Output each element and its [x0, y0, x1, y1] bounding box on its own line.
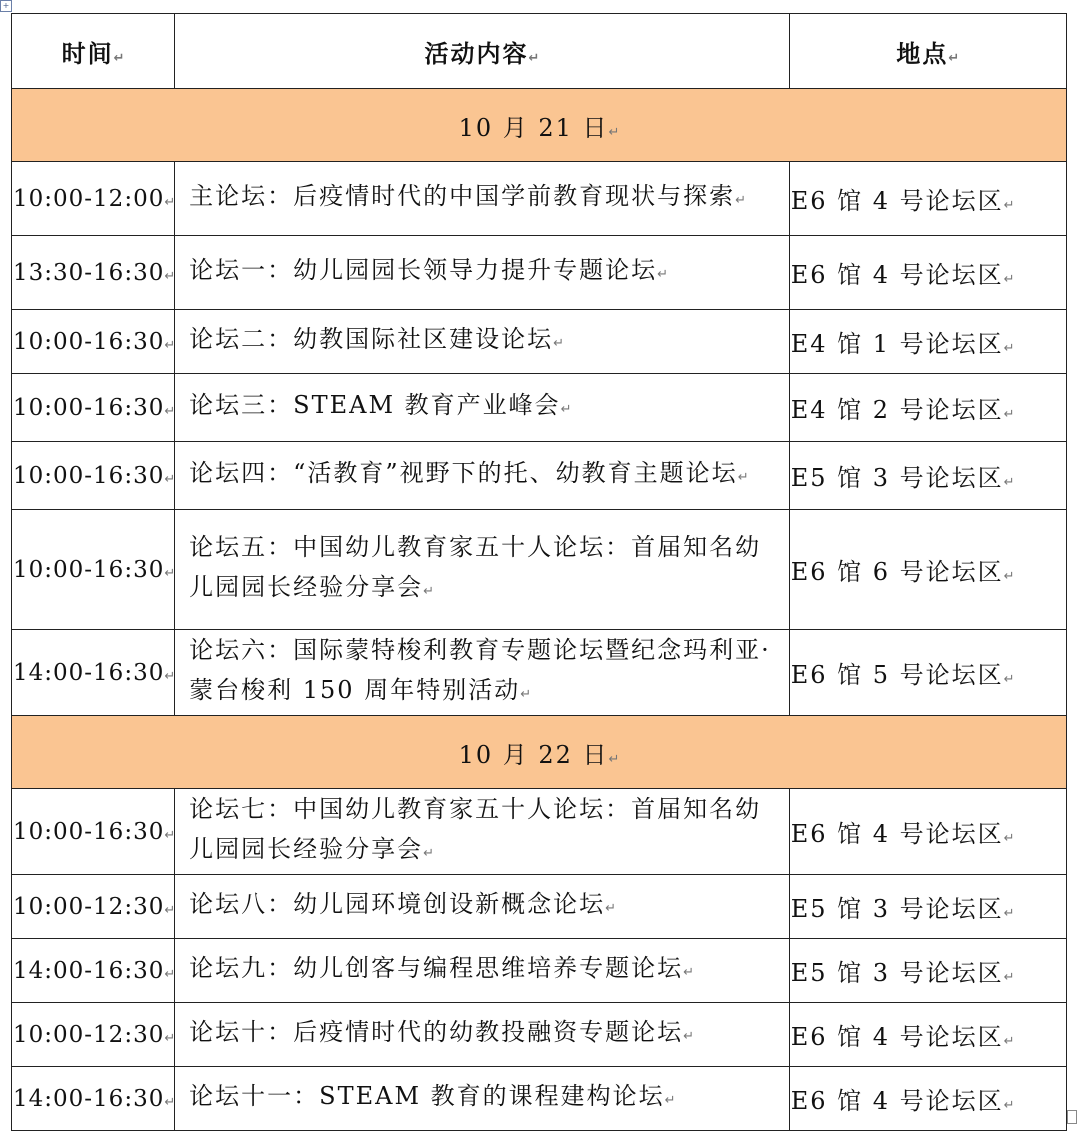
paragraph-mark-icon: ↵: [1003, 475, 1015, 490]
paragraph-mark-icon: ↵: [113, 50, 125, 66]
paragraph-mark-icon: ↵: [164, 337, 176, 353]
activity-cell: 论坛一：幼儿园园长领导力提升专题论坛↵: [175, 236, 790, 310]
location-cell: E6 馆 4 号论坛区↵: [789, 236, 1066, 310]
activity-cell: 论坛三：STEAM 教育产业峰会↵: [175, 374, 790, 442]
paragraph-mark-icon: ↵: [1003, 341, 1015, 356]
time-cell: 14:00-16:30↵: [12, 1067, 175, 1131]
location-cell: E6 馆 4 号论坛区↵: [789, 789, 1066, 875]
date-heading: [12, 89, 1067, 162]
table-row: [12, 939, 1067, 1003]
header-time: 时间↵: [12, 14, 175, 89]
paragraph-mark-icon: ↵: [1003, 407, 1015, 422]
paragraph-mark-icon: ↵: [1003, 831, 1015, 846]
paragraph-mark-icon: ↵: [1003, 672, 1015, 687]
paragraph-mark-icon: ↵: [164, 194, 176, 210]
paragraph-mark-icon: ↵: [164, 966, 176, 982]
header-activity: 活动内容↵: [175, 14, 790, 89]
table-row: [12, 789, 1067, 875]
table-row: [12, 310, 1067, 374]
date-row: [12, 716, 1067, 789]
paragraph-mark-icon: ↵: [164, 268, 176, 284]
activity-cell: 论坛五：中国幼儿教育家五十人论坛：首届知名幼儿园园长经验分享会↵: [175, 510, 790, 630]
table-row: [12, 162, 1067, 236]
paragraph-mark-icon: ↵: [1003, 1034, 1015, 1049]
activity-cell: 论坛十：后疫情时代的幼教投融资专题论坛↵: [175, 1003, 790, 1067]
location-cell: E6 馆 4 号论坛区↵: [789, 1067, 1066, 1131]
table-row: [12, 1067, 1067, 1131]
paragraph-mark-icon: ↵: [657, 267, 669, 282]
paragraph-mark-icon: ↵: [664, 1093, 676, 1108]
time-cell: 14:00-16:30↵: [12, 939, 175, 1003]
paragraph-mark-icon: ↵: [1003, 569, 1015, 584]
paragraph-mark-icon: ↵: [1003, 1098, 1015, 1113]
time-cell: 10:00-16:30↵: [12, 510, 175, 630]
paragraph-mark-icon: ↵: [164, 1094, 176, 1110]
paragraph-mark-icon: ↵: [1003, 198, 1015, 213]
paragraph-mark-icon: ↵: [164, 668, 176, 684]
time-cell: 10:00-16:30↵: [12, 789, 175, 875]
table-row: [12, 875, 1067, 939]
paragraph-mark-icon: ↵: [164, 1030, 176, 1046]
table-row: [12, 442, 1067, 510]
schedule-table: [11, 13, 1067, 1131]
paragraph-mark-icon: ↵: [423, 846, 435, 861]
table-row: [12, 510, 1067, 630]
paragraph-mark-icon: ↵: [605, 901, 617, 916]
date-label: 10 月 21 日: [458, 113, 609, 142]
location-cell: E5 馆 3 号论坛区↵: [789, 442, 1066, 510]
paragraph-mark-icon: ↵: [164, 827, 176, 843]
time-cell: 10:00-12:30↵: [12, 1003, 175, 1067]
activity-cell: 主论坛：后疫情时代的中国学前教育现状与探索↵: [175, 162, 790, 236]
table-row: [12, 1003, 1067, 1067]
activity-cell: 论坛四：“活教育”视野下的托、幼教育主题论坛↵: [175, 442, 790, 510]
paragraph-mark-icon: ↵: [1003, 970, 1015, 985]
date-row: [12, 89, 1067, 162]
location-cell: E6 馆 4 号论坛区↵: [789, 162, 1066, 236]
activity-cell: 论坛二：幼教国际社区建设论坛↵: [175, 310, 790, 374]
time-cell: 13:30-16:30↵: [12, 236, 175, 310]
activity-cell: 论坛十一：STEAM 教育的课程建构论坛↵: [175, 1067, 790, 1131]
paragraph-mark-icon: ↵: [737, 470, 749, 485]
paragraph-mark-icon: ↵: [1003, 272, 1015, 287]
time-cell: 10:00-16:30↵: [12, 310, 175, 374]
paragraph-mark-icon: ↵: [735, 193, 747, 208]
paragraph-mark-icon: ↵: [683, 1029, 695, 1044]
date-label: 10 月 22 日: [458, 740, 609, 769]
paragraph-mark-icon: ↵: [948, 50, 960, 66]
paragraph-mark-icon: ↵: [164, 902, 176, 918]
time-cell: 10:00-16:30↵: [12, 442, 175, 510]
location-cell: E6 馆 5 号论坛区↵: [789, 630, 1066, 716]
table-row: [12, 236, 1067, 310]
paragraph-mark-icon: ↵: [553, 336, 565, 351]
table-header-row: [12, 14, 1067, 89]
paragraph-mark-icon: ↵: [1003, 906, 1015, 921]
time-cell: 14:00-16:30↵: [12, 630, 175, 716]
time-cell: 10:00-12:30↵: [12, 875, 175, 939]
paragraph-mark-icon: ↵: [164, 565, 176, 581]
time-cell: 10:00-16:30↵: [12, 374, 175, 442]
paragraph-mark-icon: ↵: [520, 687, 532, 702]
location-cell: E4 馆 1 号论坛区↵: [789, 310, 1066, 374]
activity-cell: 论坛六：国际蒙特梭利教育专题论坛暨纪念玛利亚·蒙台梭利 150 周年特别活动↵: [175, 630, 790, 716]
date-heading: [12, 716, 1067, 789]
location-cell: E6 馆 6 号论坛区↵: [789, 510, 1066, 630]
location-cell: E4 馆 2 号论坛区↵: [789, 374, 1066, 442]
paragraph-mark-icon: ↵: [528, 50, 540, 66]
time-cell: 10:00-12:00↵: [12, 162, 175, 236]
paragraph-mark-icon: ↵: [683, 965, 695, 980]
location-cell: E5 馆 3 号论坛区↵: [789, 875, 1066, 939]
table-row: [12, 374, 1067, 442]
location-cell: E5 馆 3 号论坛区↵: [789, 939, 1066, 1003]
header-location: 地点↵: [789, 14, 1066, 89]
location-cell: E6 馆 4 号论坛区↵: [789, 1003, 1066, 1067]
table-move-handle-icon[interactable]: +: [0, 0, 12, 12]
table-resize-handle-icon[interactable]: [1067, 1110, 1077, 1124]
paragraph-mark-icon: ↵: [560, 402, 572, 417]
paragraph-mark-icon: ↵: [164, 471, 176, 487]
activity-cell: 论坛七：中国幼儿教育家五十人论坛：首届知名幼儿园园长经验分享会↵: [175, 789, 790, 875]
paragraph-mark-icon: ↵: [608, 751, 620, 767]
table-row: [12, 630, 1067, 716]
paragraph-mark-icon: ↵: [164, 403, 176, 419]
paragraph-mark-icon: ↵: [423, 584, 435, 599]
activity-cell: 论坛九：幼儿创客与编程思维培养专题论坛↵: [175, 939, 790, 1003]
paragraph-mark-icon: ↵: [608, 124, 620, 140]
activity-cell: 论坛八：幼儿园环境创设新概念论坛↵: [175, 875, 790, 939]
